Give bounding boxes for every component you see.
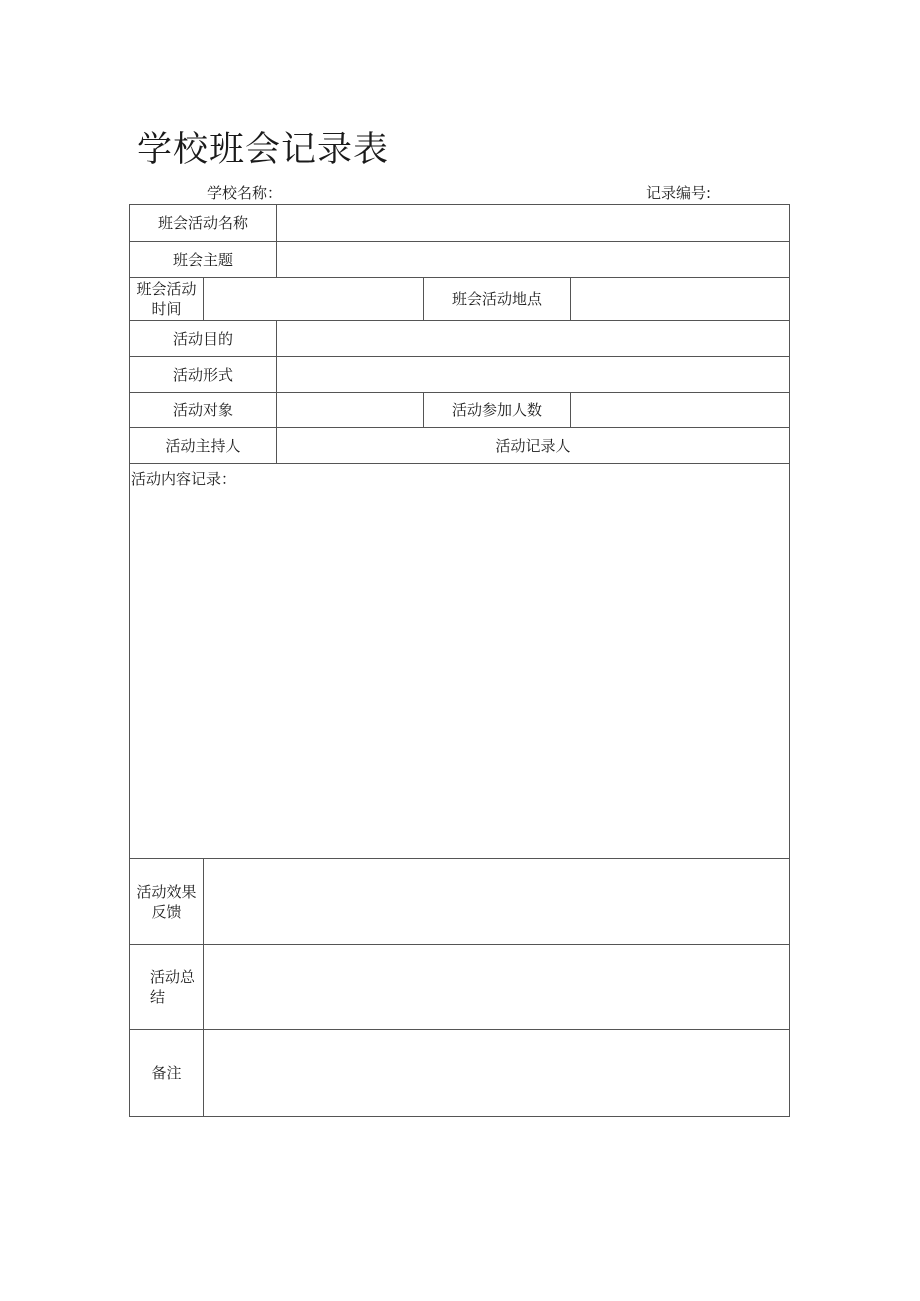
recorder-label: 活动记录人	[277, 428, 789, 464]
record-form	[129, 204, 790, 1117]
remarks-field[interactable]	[204, 1030, 789, 1116]
summary-label: 活动总结	[130, 945, 204, 1030]
remarks-label: 备注	[130, 1030, 204, 1116]
purpose-field[interactable]	[277, 321, 789, 357]
purpose-label: 活动目的	[130, 321, 277, 357]
feedback-label: 活动效果反馈	[130, 859, 204, 945]
record-number-label: 记录编号:	[646, 184, 712, 202]
content-record-area[interactable]	[130, 464, 789, 859]
feedback-field[interactable]	[204, 859, 789, 945]
theme-label: 班会主题	[130, 242, 277, 278]
participants-label: 活动参加人数	[424, 393, 571, 428]
host-label: 活动主持人	[130, 428, 277, 464]
activity-place-label: 班会活动地点	[424, 278, 571, 321]
school-name-label: 学校名称：	[207, 184, 283, 202]
content-record-label: 活动内容记录：	[131, 470, 237, 488]
participants-field[interactable]	[571, 393, 789, 428]
activity-time-field[interactable]	[204, 278, 424, 321]
target-label: 活动对象	[130, 393, 277, 428]
theme-field[interactable]	[277, 242, 789, 278]
format-field[interactable]	[277, 357, 789, 393]
activity-place-field[interactable]	[571, 278, 789, 321]
summary-field[interactable]	[204, 945, 789, 1030]
activity-name-label: 班会活动名称	[130, 205, 277, 242]
activity-time-label: 班会活动时间	[130, 278, 204, 321]
activity-name-field[interactable]	[277, 205, 789, 242]
page-title: 学校班会记录表	[137, 130, 390, 170]
format-label: 活动形式	[130, 357, 277, 393]
target-field[interactable]	[277, 393, 424, 428]
